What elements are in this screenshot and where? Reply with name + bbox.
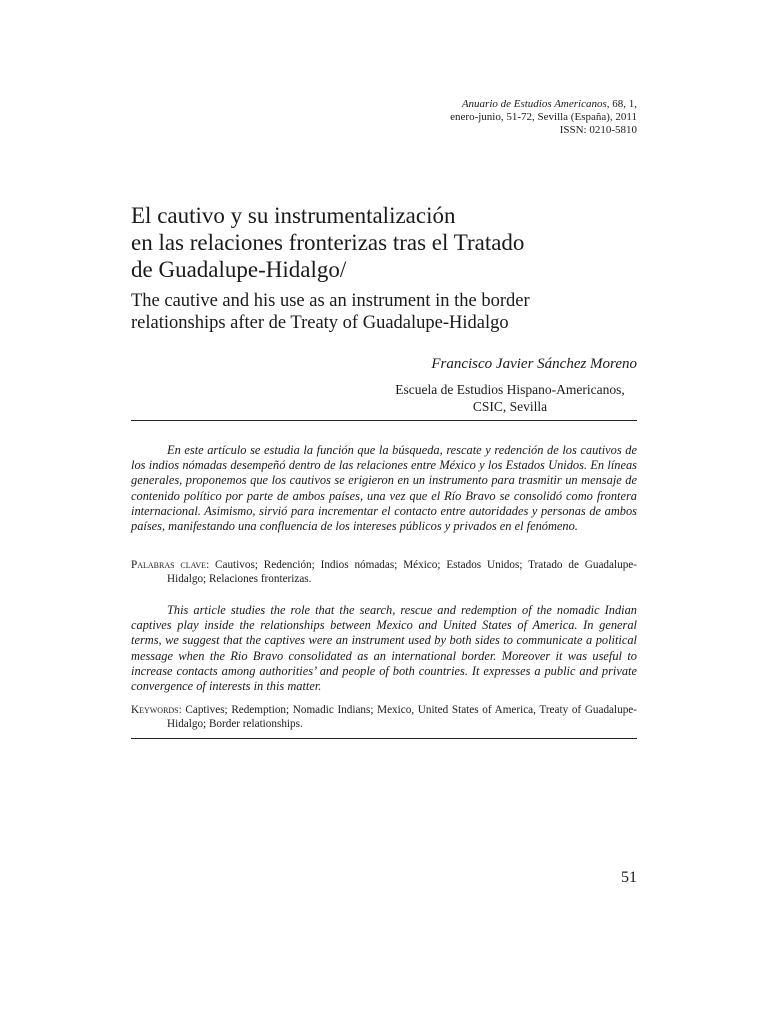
journal-volume: 68, 1,: [609, 98, 637, 110]
english-keywords-label: Keywords:: [131, 704, 182, 716]
english-keywords: [131, 703, 637, 731]
bottom-divider: [131, 738, 637, 739]
journal-issn: ISSN: 0210-5810: [559, 124, 637, 136]
journal-name: Anuario de Estudios Americanos,: [461, 98, 610, 110]
spanish-title-line-2: en las relaciones fronterizas tras el Tratado: [131, 230, 525, 255]
journal-line-1: [450, 98, 637, 111]
english-title-line-2: relationships after de Treaty of Guadalupe-Hidalgo: [131, 313, 509, 333]
top-divider: [131, 420, 637, 421]
journal-issue-line: enero-junio, 51-72, Sevilla (España), 2011: [450, 111, 637, 123]
english-title: [131, 290, 651, 334]
page-number: 51: [621, 869, 637, 886]
author-affiliation: [380, 381, 640, 415]
english-keywords-text: Captives; Redemption; Nomadic Indians; Mexico, United States of America, Treaty of Guadalupe-Hidalgo; Border relationships.: [167, 704, 637, 730]
english-title-line-1: The cautive and his use as an instrument in the border: [131, 291, 530, 311]
spanish-keywords-text: Cautivos; Redención; Indios nómadas; México; Estados Unidos; Tratado de Guadalupe-Hidalgo; Relaciones fronterizas.: [167, 559, 637, 585]
author-name: Francisco Javier Sánchez Moreno: [431, 356, 637, 372]
spanish-title-line-1: El cautivo y su instrumentalización: [131, 203, 456, 228]
spanish-title-line-3: de Guadalupe-Hidalgo/: [131, 257, 347, 282]
spanish-keywords: [131, 558, 637, 586]
english-abstract: This article studies the role that the search, rescue and redemption of the nomadic Indian captives play inside the relationships between Mexico and United States of America. In general terms, we suggest that the captives were an instrument used by both sides to communicate a political message when the Rio Bravo consolidated as an international border. Moreover it was useful to increase contacts among authorities’ and people of both countries. It expresses a public and private convergence of interests in this matter.: [131, 603, 637, 694]
journal-reference: [450, 98, 637, 137]
spanish-abstract: En este artículo se estudia la función que la búsqueda, rescate y redención de los cautivos de los indios nómadas desempeñó dentro de las relaciones entre México y los Estados Unidos. En líneas generales, proponemos que los cautivos se erigieron en un instrumento para trasmitir un mensaje de contenido político por parte de ambos países, una vez que el Río Bravo se consolidó como frontera internacional. Asimismo, sirvió para incrementar el contacto entre autoridades y personas de ambos países, manifestando una confluencia de los intereses públicos y privados en el fenómeno.: [131, 443, 637, 534]
affiliation-line-2: CSIC, Sevilla: [472, 399, 548, 414]
spanish-title: [131, 202, 651, 283]
spanish-keywords-label: Palabras clave:: [131, 559, 210, 571]
affiliation-line-1: Escuela de Estudios Hispano-Americanos,: [395, 382, 625, 397]
